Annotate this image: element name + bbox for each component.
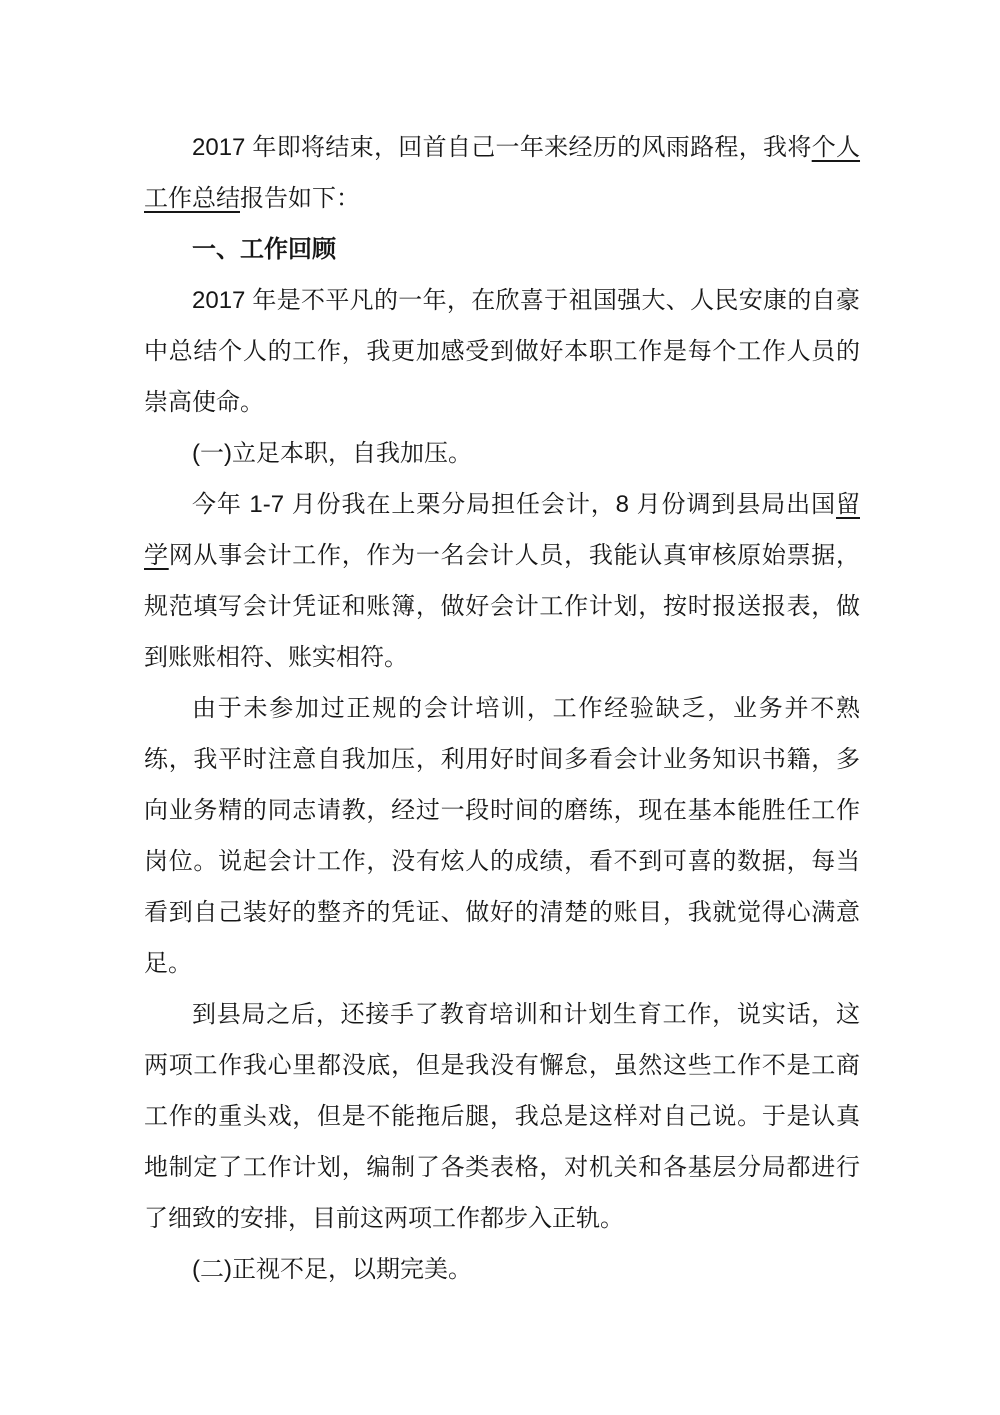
paragraph <box>144 479 860 683</box>
text-run: (一)立足本职，自我加压。 <box>192 440 472 467</box>
text-run: (二)正视不足，以期完美。 <box>192 1256 472 1283</box>
text-run: 网从事会计工作，作为一名会计人员，我能认真审核原始票据，规范填写会计凭证和账簿，做好会计工作计划，按时报送报表，做到账账相符、账实相符。 <box>144 542 861 671</box>
text-run: 今年 1-7 月份我在上栗分局担任会计，8 月份调到县局出国 <box>192 491 836 518</box>
paragraph <box>144 275 860 428</box>
paragraph <box>144 683 860 989</box>
text-run: 一、工作回顾 <box>192 236 336 263</box>
text-run: 报告如下： <box>240 185 360 212</box>
paragraph <box>144 1244 860 1295</box>
underlined-text-run: 留学 <box>144 491 860 569</box>
paragraph <box>144 989 860 1244</box>
text-run: 2017 年是不平凡的一年，在欣喜于祖国强大、人民安康的自豪中总结个人的工作，我更加感受到做好本职工作是每个工作人员的崇高使命。 <box>144 287 860 416</box>
text-run: 2017 年即将结束，回首自己一年来经历的风雨路程，我将 <box>192 134 812 161</box>
text-run: 到县局之后，还接手了教育培训和计划生育工作，说实话，这两项工作我心里都没底，但是我没有懈怠，虽然这些工作不是工商工作的重头戏，但是不能拖后腿，我总是这样对自己说。于是认真地制定了工作计划，编制了各类表格，对机关和各基层分局都进行了细致的安排，目前这两项工作都步入正轨。 <box>144 1001 860 1232</box>
section-heading <box>144 224 860 275</box>
paragraph <box>144 122 860 224</box>
paragraph <box>144 428 860 479</box>
document-body <box>144 122 860 1295</box>
text-run: 由于未参加过正规的会计培训，工作经验缺乏，业务并不熟练，我平时注意自我加压，利用好时间多看会计业务知识书籍，多向业务精的同志请教，经过一段时间的磨练，现在基本能胜任工作岗位。说起会计工作，没有炫人的成绩，看不到可喜的数据，每当看到自己装好的整齐的凭证、做好的清楚的账目，我就觉得心满意足。 <box>144 695 860 977</box>
underlined-text-run: 个人工作总结 <box>144 134 861 212</box>
